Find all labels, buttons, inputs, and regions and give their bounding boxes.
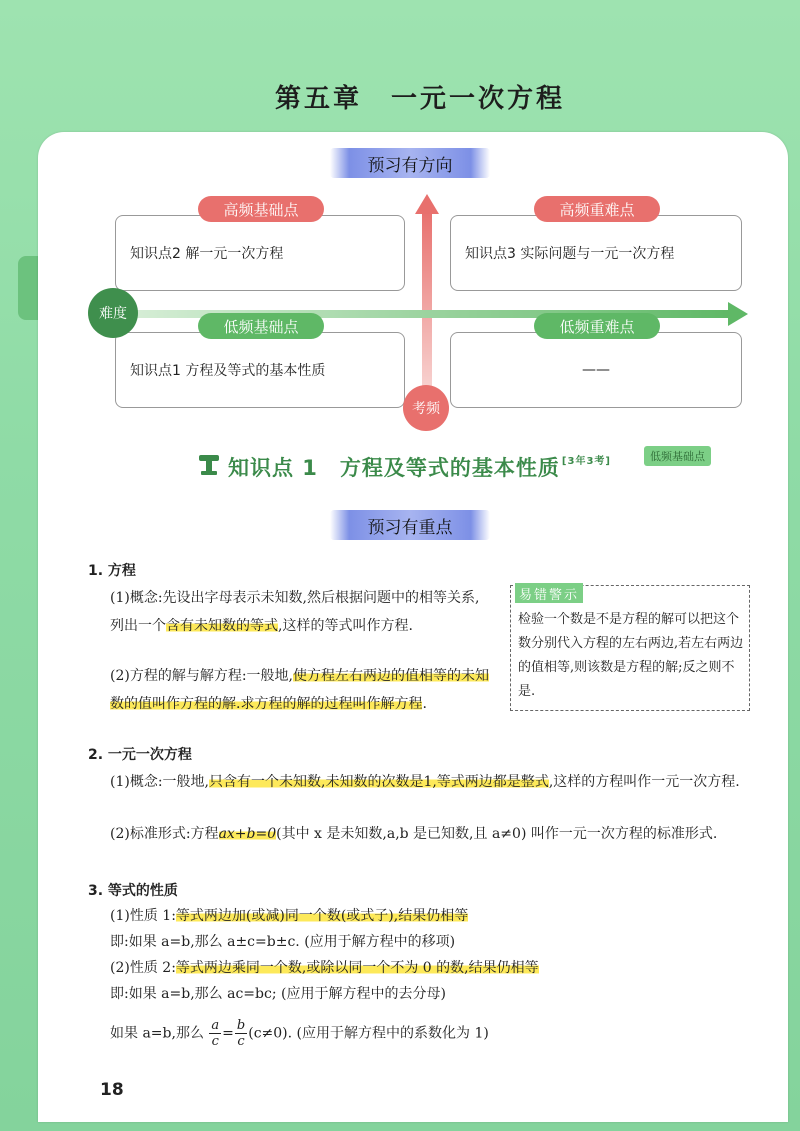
section-title: 3. 等式的性质: [88, 883, 178, 899]
paragraph-text: ,这样的等式叫作方程.: [278, 618, 413, 634]
quadrant-high-basic: [115, 215, 405, 291]
quadrant-text: 知识点2 解一元一次方程: [130, 246, 284, 262]
section-paragraph: [110, 1018, 760, 1049]
highlighted-text: 等式两边乘同一个数,或除以同一个不为 0 的数,结果仍相等: [175, 960, 539, 976]
equals-sign: =: [222, 1025, 234, 1042]
quadrant-low-basic: [115, 332, 405, 408]
difficulty-axis-label: [88, 288, 138, 338]
section-paragraph: [110, 954, 760, 982]
quadrant-low-hard: [450, 332, 742, 408]
paragraph-text: (2)标准形式:方程: [110, 826, 219, 842]
knowledge-point-icon: [196, 452, 222, 478]
quadrant-label-low-hard: [534, 313, 660, 339]
highlighted-text: 含有未知数的等式: [166, 618, 278, 634]
quadrant-label-text: 高频重难点: [559, 200, 635, 219]
fraction: [235, 1018, 247, 1049]
knowledge-point-exam-count: [3年3考]: [561, 456, 611, 467]
tip-heading-text: 易错警示: [519, 587, 580, 603]
preview-direction-text: 预习有方向: [367, 155, 453, 176]
frequency-label-text: 考频: [412, 401, 440, 417]
tip-text: 检验一个数是不是方程的解可以把这个数分别代入方程的左右两边,若左右两边的值相等,则该数是方程的解;反之则不是.: [518, 612, 744, 699]
quadrant-high-hard: [450, 215, 742, 291]
frequency-axis-label: [403, 385, 449, 431]
paragraph-text: (其中 x 是未知数,a,b 是已知数,且 a≠0) 叫作一元一次方程的标准形式.: [276, 826, 718, 842]
quadrant-label-high-basic: [198, 196, 324, 222]
page-number: 18: [100, 1080, 124, 1100]
quadrant-label-high-hard: [534, 196, 660, 222]
section-paragraph: [110, 662, 490, 718]
chapter-title: 第五章 一元一次方程: [274, 84, 565, 114]
section-paragraph: 即:如果 a=b,那么 a±c=b±c. (应用于解方程中的移项): [110, 934, 456, 950]
knowledge-point-badge: [644, 446, 711, 466]
difficulty-axis-arrow: [728, 302, 748, 326]
section-paragraph: [110, 820, 760, 848]
fraction-numerator: a: [211, 1018, 220, 1033]
quadrant-text: 知识点3 实际问题与一元一次方程: [465, 246, 675, 262]
quadrant-label-low-basic: [198, 313, 324, 339]
highlighted-text: ax+b=0: [218, 826, 277, 842]
quadrant-label-text: 低频基础点: [223, 317, 299, 336]
paragraph-text: (1)性质 1:: [110, 908, 176, 924]
frequency-axis-arrow: [415, 194, 439, 214]
knowledge-point-badge-text: 低频基础点: [650, 450, 705, 463]
paragraph-text: (2)性质 2:: [110, 960, 176, 976]
paragraph-text: (2)方程的解与解方程:一般地,: [110, 668, 293, 684]
quadrant-text: 知识点1 方程及等式的基本性质: [130, 363, 326, 379]
section-paragraph: [110, 902, 760, 930]
fraction-denominator: c: [211, 1034, 219, 1049]
paragraph-text: ,这样的方程叫作一元一次方程.: [548, 774, 740, 790]
paragraph-text: 如果 a=b,那么: [110, 1025, 204, 1042]
difficulty-label-text: 难度: [99, 306, 127, 322]
section-title: 2. 一元一次方程: [88, 747, 192, 763]
fraction: [209, 1018, 221, 1049]
section-paragraph: [110, 768, 760, 796]
paragraph-text: (1)概念:先设出字母表示未知数,然后根据问题中的相等关系,列出一个: [110, 590, 480, 634]
paragraph-text: .: [422, 696, 427, 712]
preview-direction-heading: [330, 148, 490, 178]
quadrant-label-text: 低频重难点: [559, 317, 635, 336]
preview-focus-text: 预习有重点: [367, 517, 453, 538]
highlighted-text: 等式两边加(或减)同一个数(或式子),结果仍相等: [175, 908, 469, 924]
quadrant-label-text: 高频基础点: [223, 200, 299, 219]
section-paragraph: 即:如果 a=b,那么 ac=bc; (应用于解方程中的去分母): [110, 986, 446, 1002]
fraction-numerator: b: [236, 1018, 246, 1033]
paragraph-text: (1)概念:一般地,: [110, 774, 209, 790]
quadrant-text: ——: [582, 362, 610, 378]
fraction-denominator: c: [237, 1034, 245, 1049]
highlighted-text: 只含有一个未知数,未知数的次数是1,等式两边都是整式: [209, 774, 549, 790]
paragraph-text: (c≠0). (应用于解方程中的系数化为 1): [248, 1025, 489, 1042]
tip-heading: [515, 583, 583, 603]
knowledge-point-title: [228, 452, 611, 482]
section-title: 1. 方程: [88, 563, 136, 579]
frequency-axis: [422, 210, 432, 395]
highlighted-text: 使方程左右两边的值相等的未知数的值叫作方程的解.求方程的解的过程叫作解方程: [110, 668, 489, 712]
preview-focus-heading: [330, 510, 490, 540]
knowledge-point-title-text: 知识点 1 方程及等式的基本性质: [228, 456, 560, 480]
section-paragraph: [110, 584, 490, 640]
